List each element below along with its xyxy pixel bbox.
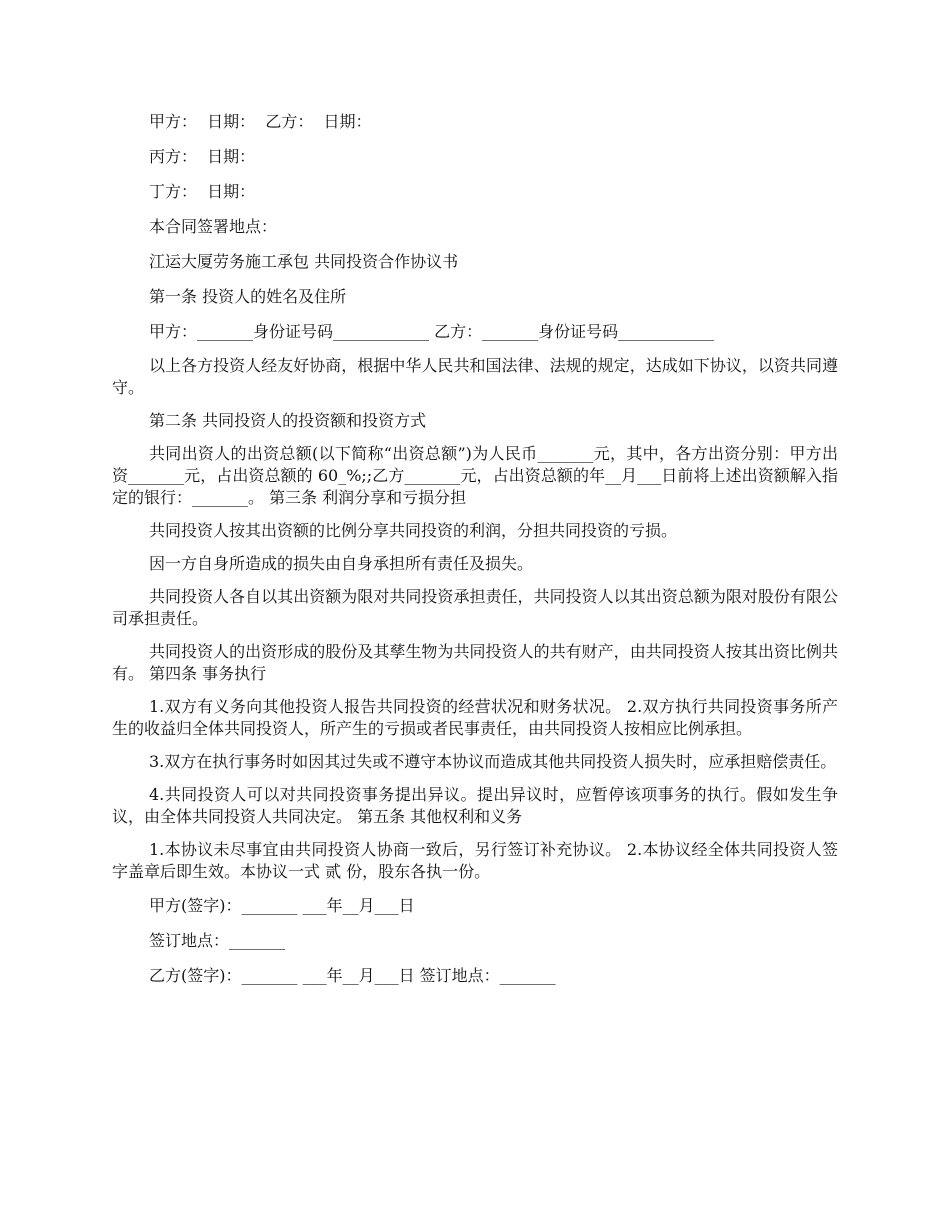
party-date-line-2: 丙方： 日期： — [149, 147, 256, 166]
shared-property-paragraph: 共同投资人的出资形成的股份及其孳生物为共同投资人的共有财产，由共同投资人按其出资比例共有。 第四条 事务执行 — [112, 642, 838, 683]
party-b-signature-line: 乙方(签字)：_______ ___年__月___日 签订地点：_______ — [149, 966, 556, 985]
article-1-heading: 第一条 投资人的姓名及住所 — [149, 287, 347, 306]
profit-sharing-paragraph: 共同投资人按其出资额的比例分享共同投资的利润，分担共同投资的亏损。 — [149, 521, 678, 540]
loss-responsibility-paragraph: 因一方自身所造成的损失由自身承担所有责任及损失。 — [149, 554, 534, 573]
document-title: 江运大厦劳务施工承包 共同投资合作协议书 — [149, 252, 459, 271]
liability-paragraph: 共同投资人各自以其出资额为限对共同投资承担责任，共同投资人以其出资总额为限对股份有限公司承担责任。 — [112, 587, 838, 628]
duty-report-paragraph: 1.双方有义务向其他投资人报告共同投资的经营状况和财务状况。 2.双方执行共同投资事务所产生的收益归全体共同投资人，所产生的亏损或者民事责任，由共同投资人按相应比例承担。 — [112, 697, 838, 738]
investor-id-line: 甲方：_______身份证号码____________ 乙方：_______身份证号码____________ — [149, 322, 715, 341]
signing-location-line: 签订地点：_______ — [149, 931, 286, 950]
signing-place-line: 本合同签署地点： — [149, 217, 278, 236]
contribution-paragraph: 共同出资人的出资总额(以下简称“出资总额”)为人民币_______元，其中，各方出资分别：甲方出资_______元，占出资总额的 60_%;;乙方_______元，占出资总额的年__月___日前将上述出资额解入指定的银行：_______。 第三条 利润分享和亏损分担 — [112, 444, 838, 507]
document-body — [112, 110, 838, 999]
party-date-line-1: 甲方： 日期： 乙方： 日期： — [149, 112, 372, 131]
party-date-line-3: 丁方： 日期： — [149, 182, 256, 201]
compensation-paragraph: 3.双方在执行事务时如因其过失或不遵守本协议而造成其他共同投资人损失时，应承担赔偿责任。 — [149, 752, 837, 771]
party-a-signature-line: 甲方(签字)：_______ ___年__月___日 — [149, 896, 415, 915]
objection-paragraph: 4.共同投资人可以对共同投资事务提出异议。提出异议时，应暂停该项事务的执行。假如发生争议，由全体共同投资人共同决定。 第五条 其他权利和义务 — [112, 785, 838, 826]
supplement-paragraph: 1.本协议未尽事宜由共同投资人协商一致后，另行签订补充协议。 2.本协议经全体共同投资人签字盖章后即生效。本协议一式 贰 份，股东各执一份。 — [112, 840, 838, 881]
article-2-heading: 第二条 共同投资人的投资额和投资方式 — [149, 411, 427, 430]
preamble-paragraph: 以上各方投资人经友好协商，根据中华人民共和国法律、法规的规定，达成如下协议，以资共同遵守。 — [112, 356, 838, 397]
